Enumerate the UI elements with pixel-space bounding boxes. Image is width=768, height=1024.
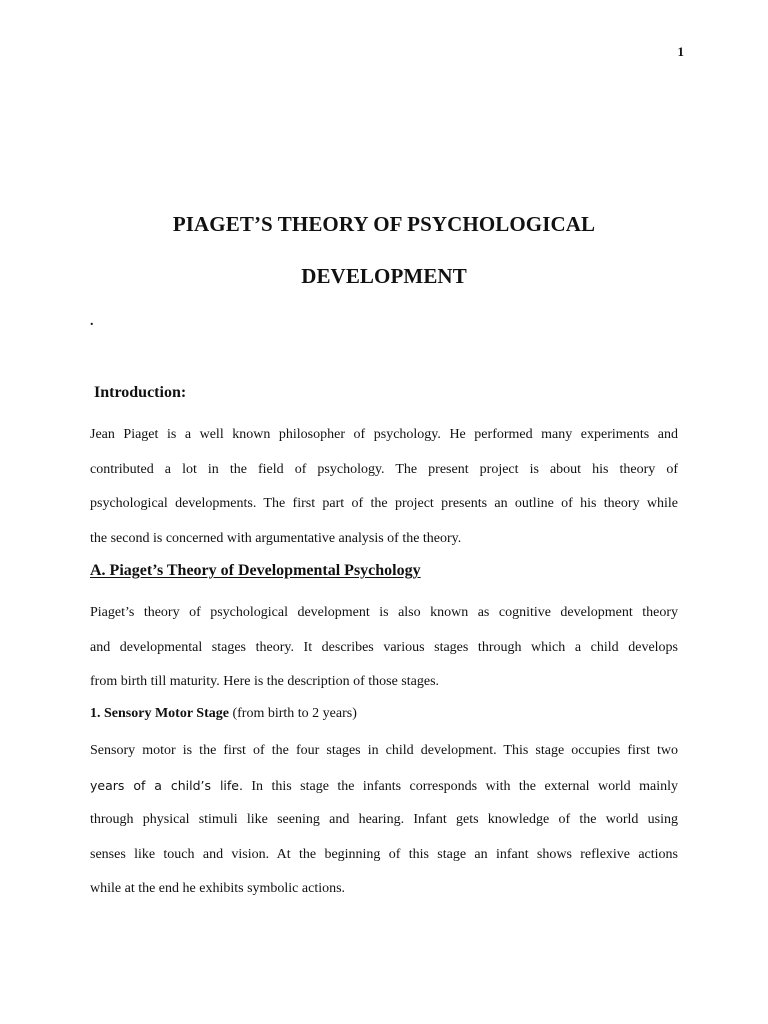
paragraph-line: Sensory motor is the first of the four stages in child development. This stage occupies first two (90, 743, 678, 758)
paragraph-fragment-serif: In this stage the infants corresponds with the external world mainly (242, 778, 678, 794)
document-title-line-1: PIAGET’S THEORY OF PSYCHOLOGICAL (172, 212, 596, 236)
paragraph-fragment-sans: years of a child’s life. (90, 777, 243, 793)
paragraph-line: senses like touch and vision. At the beginning of this stage an infant shows reflexive actions (90, 846, 678, 862)
introduction-paragraph (90, 418, 678, 556)
paragraph-line: Jean Piaget is a well known philosopher of psychology. He performed many experiments and (90, 427, 678, 442)
section-a-heading: A. Piaget’s Theory of Developmental Psychology (90, 562, 421, 579)
section-a-paragraph (90, 596, 678, 700)
paragraph-line: and developmental stages theory. It describes various stages through which a child develops (90, 639, 678, 655)
paragraph-line: through physical stimuli like seening and hearing. Infant gets knowledge of the world using (90, 812, 678, 827)
paragraph-line-mixed (90, 769, 678, 804)
stage-1-paragraph (90, 734, 678, 907)
introduction-heading: Introduction: (94, 384, 187, 401)
stage-1-heading-range: (from birth to 2 years) (228, 706, 357, 721)
paragraph-line: contributed a lot in the field of psychology. The present project is about his theory of (90, 461, 678, 477)
page-number: 1 (677, 44, 684, 59)
stage-1-heading-bold: 1. Sensory Motor Stage (90, 706, 229, 721)
paragraph-line: psychological developments. The first part of the project presents an outline of his theory while (90, 496, 678, 511)
paragraph-line: from birth till maturity. Here is the description of those stages. (90, 674, 440, 689)
paragraph-line: the second is concerned with argumentative analysis of the theory. (90, 530, 462, 546)
document-title-line-2: DEVELOPMENT (301, 264, 467, 288)
paragraph-line: Piaget’s theory of psychological development is also known as cognitive development theory (90, 605, 678, 620)
paragraph-line: while at the end he exhibits symbolic actions. (90, 881, 346, 896)
stray-mark: . (90, 314, 94, 329)
stage-1-heading (90, 706, 357, 722)
